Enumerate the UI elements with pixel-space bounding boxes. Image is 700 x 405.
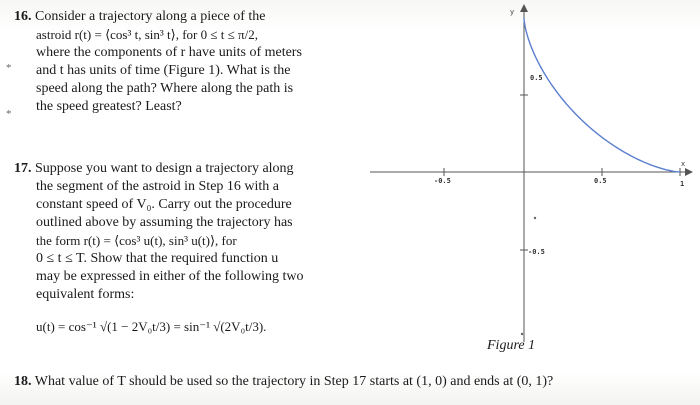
astroid-figure — [350, 0, 700, 370]
problem-16-line3: where the components of r have units of meters — [36, 45, 302, 60]
problem-18-text: What value of T should be used so the trajectory in Step 17 starts at (1, 0) and ends at (0, 1)? — [34, 374, 554, 389]
margin-mark-1: * — [6, 62, 12, 74]
problem-17-line1: Suppose you want to design a trajectory along — [35, 161, 294, 176]
x-tick-label-pos: 0.5 — [594, 177, 607, 185]
x-tick-label-neg: -0.5 — [434, 177, 451, 185]
problem-16-line5: speed along the path? Where along the path is — [36, 81, 294, 96]
y-axis-arrow-icon — [520, 4, 528, 12]
speck-1 — [534, 217, 536, 219]
y-tick-label-neg: -0.5 — [528, 248, 545, 256]
problem-17-line4: outlined above by assuming the trajectory has — [36, 215, 293, 230]
problem-17 — [14, 160, 344, 336]
x-tick-label-one: 1 — [680, 180, 685, 188]
margin-mark-2: * — [6, 108, 12, 120]
problem-17-line6: 0 ≤ t ≤ T. Show that the required function u — [36, 251, 279, 266]
problem-17-line7: may be expressed in either of the following two — [36, 269, 304, 284]
problem-18 — [14, 374, 553, 390]
problem-17-line3: constant speed of V₀. Carry out the procedure — [36, 197, 292, 212]
astroid-plot — [350, 0, 700, 370]
problem-16-astroid-formula: astroid r(t) = ⟨cos³ t, sin³ t⟩, for 0 ≤ t ≤ π/2, — [36, 27, 258, 42]
problem-18-number: 18. — [14, 374, 32, 389]
problem-16-line1: Consider a trajectory along a piece of the — [35, 9, 266, 24]
problem-16-number: 16. — [14, 9, 32, 24]
x-axis-letter: x — [681, 160, 686, 168]
problem-17-line2: the segment of the astroid in Step 16 with a — [36, 179, 280, 194]
x-axis-arrow-icon — [685, 168, 693, 176]
y-axis-letter: y — [510, 8, 515, 16]
y-tick-label-pos: 0.5 — [530, 74, 543, 82]
astroid-curve — [524, 18, 680, 172]
problem-16-line6: the speed greatest? Least? — [36, 99, 182, 114]
problem-17-number: 17. — [14, 161, 32, 176]
problem-16 — [14, 8, 359, 116]
problem-17-line5: the form r(t) = ⟨cos³ u(t), sin³ u(t)⟩, for — [36, 233, 237, 248]
problem-17-line8: equivalent forms: — [36, 287, 135, 302]
figure-caption: Figure 1 — [487, 338, 536, 353]
problem-17-u-formula: u(t) = cos⁻¹ √(1 − 2V₀t/3) = sin⁻¹ √(2V₀t/3). — [36, 319, 267, 334]
speck-2 — [521, 333, 523, 335]
problem-16-line4: and t has units of time (Figure 1). What is the — [36, 63, 291, 78]
